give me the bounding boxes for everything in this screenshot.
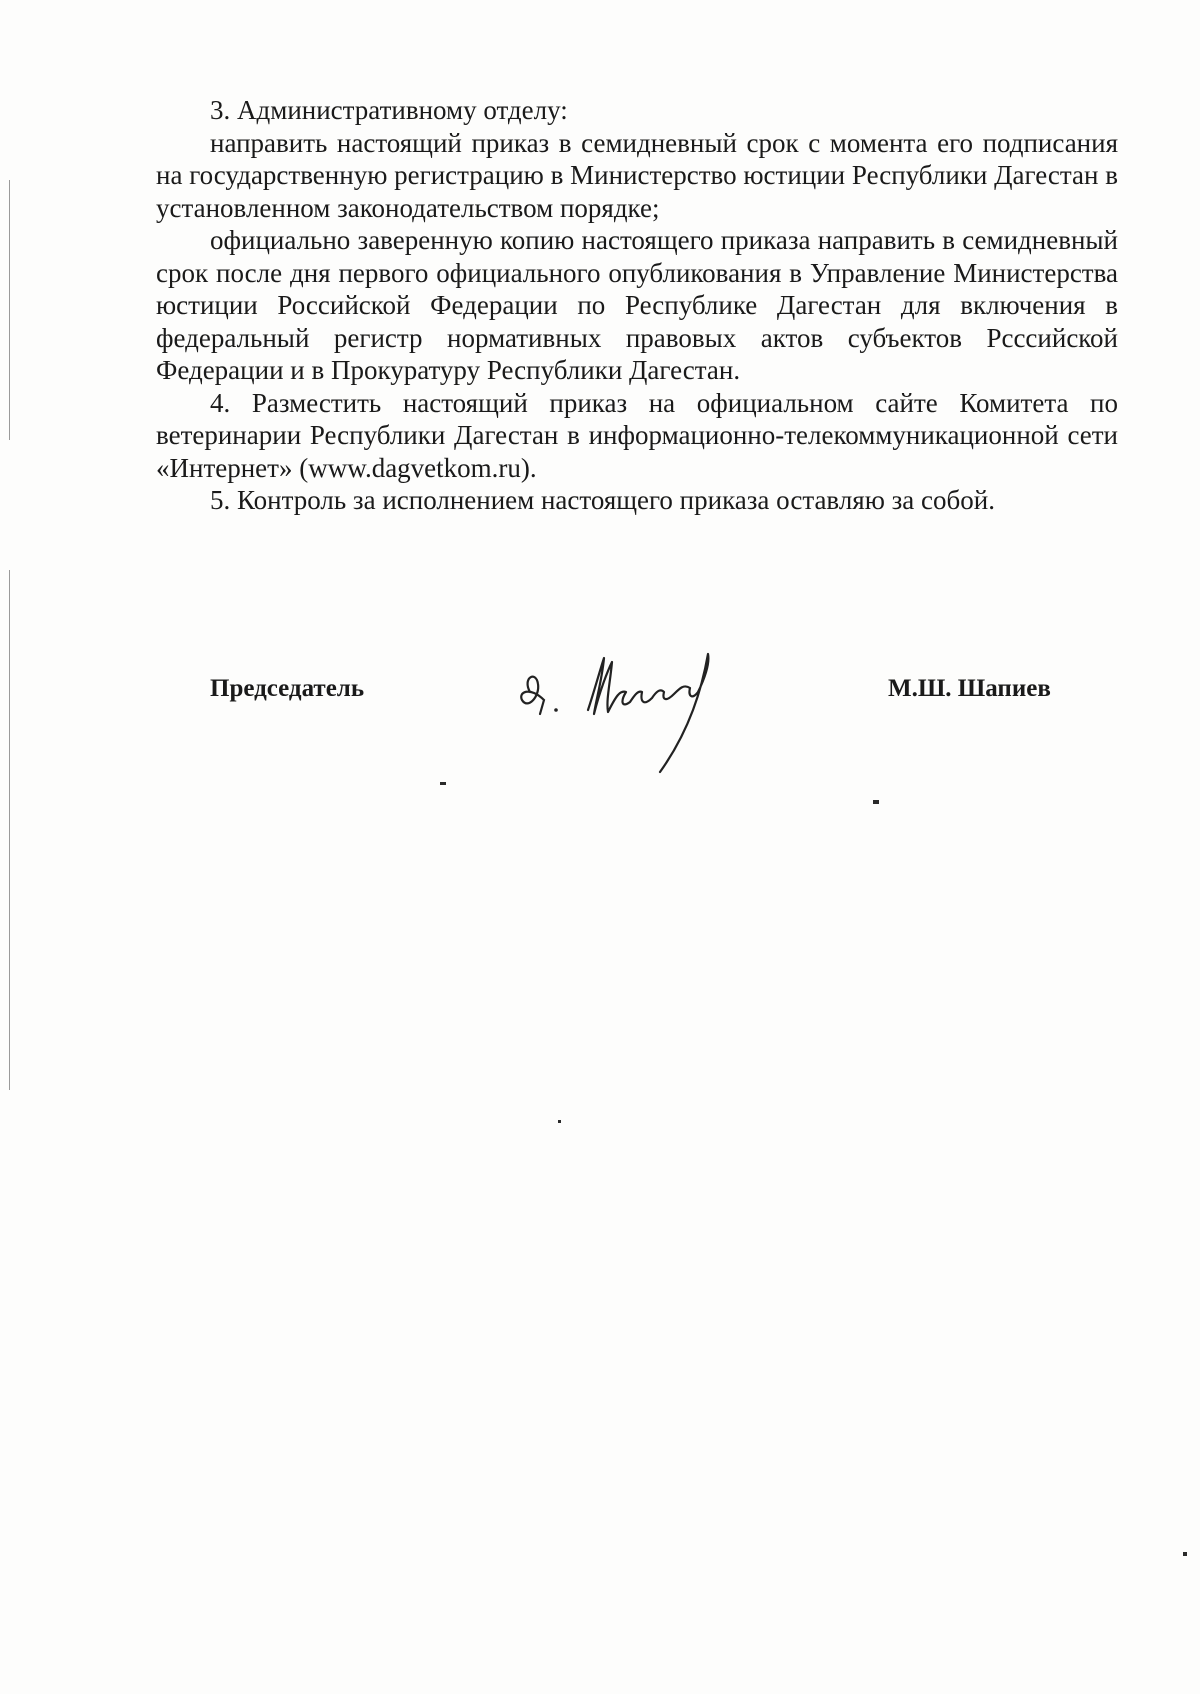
paragraph-4: 4. Разместить настоящий приказ на официальном сайте Комитета по ветеринарии Республики Дагестан в информационно-телекоммуникационной сети «Интернет» (www.dagvetkom.ru).	[156, 387, 1118, 483]
paragraph-3-item-2: официально заверенную копию настоящего приказа направить в семидневный срок после дня первого официального опубликования в Управление Министерства юстиции Российской Федерации по Республике Дагестан для включения в федеральный регистр нормативных правовых актов субъектов Рсссийской Федерации и в Прокуратуру Республики Дагестан.	[156, 225, 1118, 385]
signatory-role: Председатель	[210, 675, 365, 702]
paragraph-5: 5. Контроль за исполнением настоящего приказа оставляю за собой.	[210, 485, 995, 515]
signature-block	[0, 630, 1200, 810]
paragraph-3-heading: 3. Административному отделу:	[210, 95, 568, 125]
scan-speck	[873, 800, 879, 804]
document-body	[156, 94, 1118, 517]
scan-speck	[1183, 1552, 1187, 1556]
scan-speck	[440, 782, 446, 785]
paragraph-3-item-1: направить настоящий приказ в семидневный срок с момента его подписания на государственную регистрацию в Министерство юстиции Республики Дагестан в установленном законодательством порядке;	[156, 127, 1118, 223]
scan-edge-line	[9, 180, 10, 440]
scan-speck	[558, 1120, 561, 1123]
signatory-name: М.Ш. Шапиев	[888, 675, 1051, 702]
handwritten-signature	[500, 630, 760, 790]
